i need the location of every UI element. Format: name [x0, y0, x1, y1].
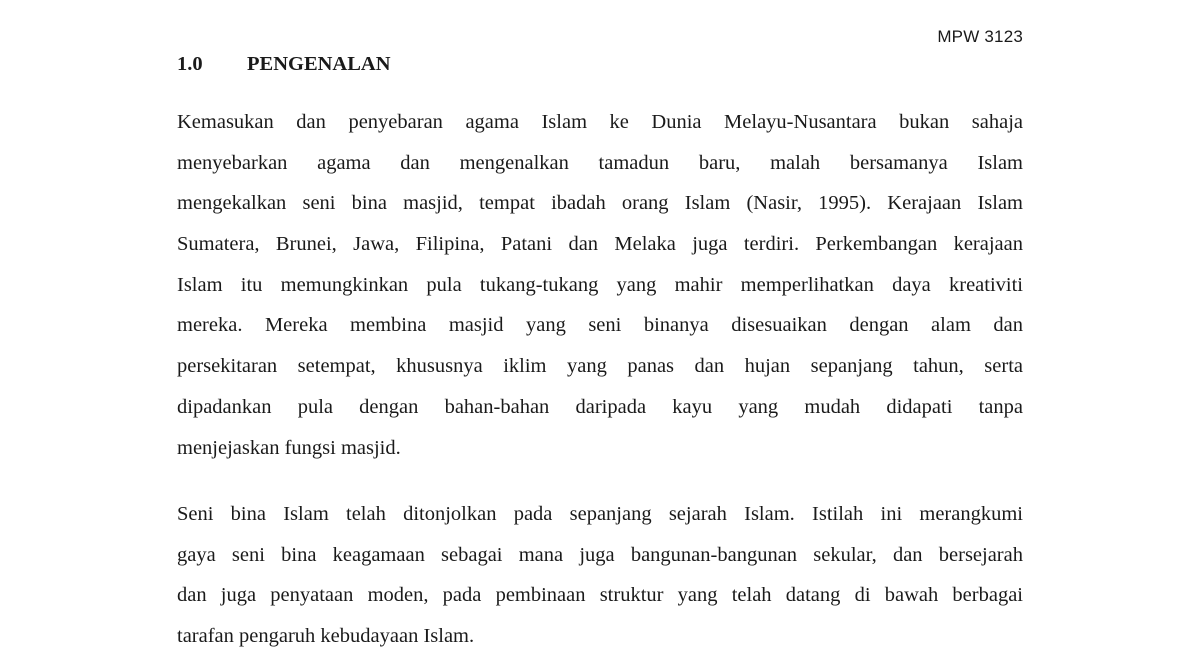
paragraph-line: Islam itu memungkinkan pula tukang-tukang yang mahir memperlihatkan daya kreativiti	[177, 273, 1023, 296]
paragraph-line: tarafan pengaruh kebudayaan Islam.	[177, 625, 475, 648]
paragraph-line: dipadankan pula dengan bahan-bahan daripada kayu yang mudah didapati tanpa	[177, 395, 1023, 418]
paragraph-line: menyebarkan agama dan mengenalkan tamadun baru, malah bersamanya Islam	[177, 151, 1023, 174]
paragraph-line: gaya seni bina keagamaan sebagai mana juga bangunan-bangunan sekular, dan bersejarah	[177, 543, 1023, 566]
paragraph-line: Kemasukan dan penyebaran agama Islam ke Dunia Melayu-Nusantara bukan sahaja	[177, 111, 1023, 133]
paragraph-line: mengekalkan seni bina masjid, tempat ibadah orang Islam (Nasir, 1995). Kerajaan Islam	[177, 192, 1023, 215]
paragraph-line: mereka. Mereka membina masjid yang seni binanya disesuaikan dengan alam dan	[177, 314, 1023, 337]
paragraph-line: persekitaran setempat, khususnya iklim yang panas dan hujan sepanjang tahun, serta	[177, 355, 1023, 378]
paragraph-line: dan juga penyataan moden, pada pembinaan struktur yang telah datang di bawah berbagai	[177, 584, 1023, 607]
paragraph-islamic-architecture	[177, 494, 1023, 657]
paragraph-introduction	[177, 102, 1023, 468]
course-code: MPW 3123	[937, 27, 1023, 46]
paragraph-line: menjejaskan fungsi masjid.	[177, 436, 401, 459]
paragraph-line: Sumatera, Brunei, Jawa, Filipina, Patani dan Melaka juga terdiri. Perkembangan kerajaan	[177, 233, 1023, 256]
paragraph-line: Seni bina Islam telah ditonjolkan pada sepanjang sejarah Islam. Istilah ini merangkumi	[177, 503, 1023, 525]
section-number: 1.0	[177, 53, 203, 75]
section-title: PENGENALAN	[247, 53, 391, 75]
section-heading	[177, 53, 391, 76]
